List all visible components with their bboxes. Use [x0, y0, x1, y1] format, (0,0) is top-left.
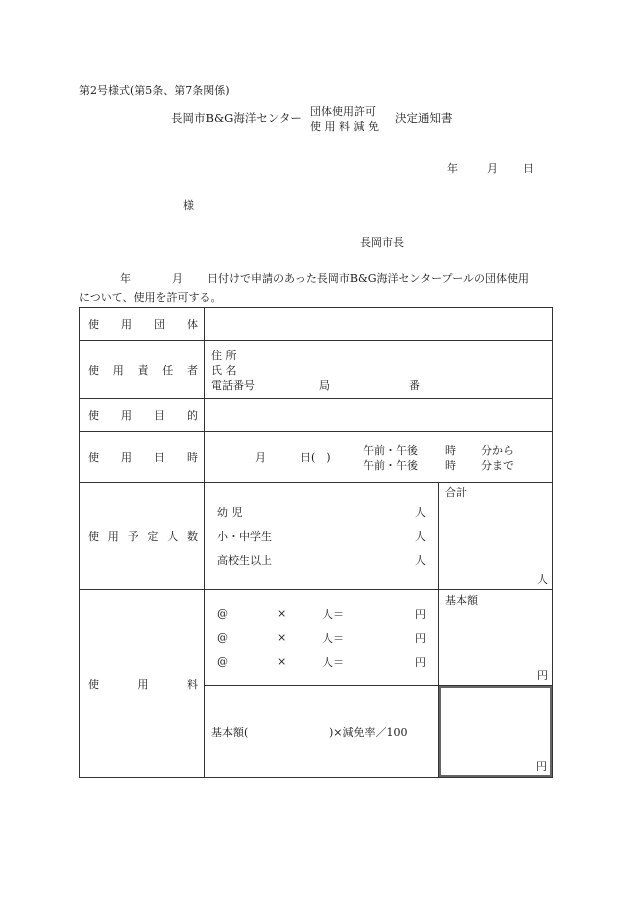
row-person [80, 341, 553, 399]
label-char: 用 [121, 409, 132, 422]
label-char: 使 [88, 530, 99, 543]
base-amount-cell[interactable] [439, 590, 553, 686]
label-char: 任 [162, 363, 174, 377]
row-datetime [80, 432, 553, 483]
datetime-field[interactable] [205, 432, 553, 483]
row-purpose [80, 399, 553, 432]
label-datetime [80, 449, 204, 465]
time-part [363, 442, 514, 472]
issue-date-year: 年 [447, 162, 458, 175]
issue-date-month: 月 [487, 162, 498, 175]
reduced-amount-box [439, 686, 552, 777]
row-people [80, 483, 553, 590]
infant-label: 幼 児 [217, 506, 243, 519]
label-char: 目 [154, 409, 165, 422]
label-fee [80, 676, 204, 692]
highschool-line [217, 548, 426, 572]
student-label: 小・中学生 [217, 530, 272, 543]
permit-table [79, 307, 553, 778]
label-char: 予 [127, 530, 139, 543]
phone-label: 電話番号 [211, 378, 255, 392]
infant-line [217, 500, 426, 524]
title-stack-top: 団体使用許可 [310, 105, 376, 118]
from-min: 分から [481, 443, 514, 457]
label-cell-fee [80, 590, 205, 778]
issuer-name: 長岡市長 [360, 236, 404, 249]
label-char: 使 [88, 677, 99, 691]
label-char: 用 [137, 677, 149, 691]
name-line [211, 362, 552, 377]
label-char: 使 [88, 409, 99, 422]
label-char: 日 [154, 451, 165, 464]
to-ampm: 午前・午後 [363, 458, 418, 472]
highschool-label: 高校生以上 [217, 554, 272, 567]
reduction-formula [205, 724, 438, 740]
label-cell-people [80, 483, 205, 590]
phone-number: 番 [409, 378, 420, 392]
title-stack-bottom: 使 用 料 減 免 [310, 120, 379, 133]
label-char: 使 [88, 451, 99, 464]
to-hour: 時 [445, 458, 456, 472]
reduced-amount-cell[interactable] [439, 686, 553, 778]
body-line-1 [120, 273, 529, 284]
time-to-line [363, 457, 514, 472]
to-min: 分まで [481, 458, 514, 472]
body-line-2: について、使用を許可する。 [79, 291, 222, 304]
label-char: 時 [187, 451, 198, 464]
base-amount-label: 基本額 [445, 594, 478, 607]
base-amount-unit: 円 [537, 669, 548, 682]
label-purpose [80, 407, 204, 423]
total-label: 合計 [445, 486, 467, 499]
label-char: 料 [187, 677, 198, 691]
label-cell-group [80, 308, 205, 341]
fee-yen: 円 [415, 655, 426, 669]
row-group [80, 308, 553, 341]
label-char: 責 [137, 363, 149, 377]
body-text-1: 日付けで申請のあった長岡市B&G海洋センタープールの団体使用 [207, 272, 530, 285]
title-notice: 決定通知書 [395, 111, 453, 125]
datetime-month: 月 [255, 451, 266, 464]
label-people [80, 528, 204, 544]
fee-at: @ [217, 655, 228, 668]
fee-times: × [277, 655, 287, 668]
phone-line [211, 377, 552, 392]
label-char: 用 [112, 363, 124, 377]
label-cell-datetime [80, 432, 205, 483]
label-char: 団 [154, 318, 165, 331]
fee-people: 人＝ [322, 607, 344, 621]
people-breakdown[interactable] [205, 483, 439, 590]
fee-at: @ [217, 607, 228, 620]
label-cell-person [80, 341, 205, 399]
student-unit: 人 [415, 530, 426, 543]
label-char: 者 [187, 363, 198, 377]
reduction-formula-right: )×減免率／100 [329, 725, 408, 739]
people-total-cell[interactable] [439, 483, 553, 590]
fee-breakdown[interactable] [205, 590, 439, 686]
total-unit: 人 [537, 573, 548, 586]
form-number: 第2号様式(第5条、第7条関係) [79, 84, 230, 97]
base-amount-box [439, 590, 552, 685]
address-line [211, 347, 552, 362]
infant-unit: 人 [415, 506, 426, 519]
time-from-line [363, 442, 514, 457]
row-fee-base [80, 590, 553, 686]
addressee-suffix: 様 [183, 199, 194, 212]
title-facility: 長岡市B&G海洋センター [171, 111, 302, 125]
reduction-formula-cell[interactable] [205, 686, 439, 778]
student-line [217, 524, 426, 548]
fee-times: × [277, 631, 287, 644]
label-char: 用 [107, 530, 119, 543]
highschool-unit: 人 [415, 554, 426, 567]
label-cell-purpose [80, 399, 205, 432]
fee-people: 人＝ [322, 631, 344, 645]
datetime-day: 日( ) [300, 451, 331, 464]
total-box [439, 483, 552, 589]
from-ampm: 午前・午後 [363, 443, 418, 457]
group-name-field[interactable] [205, 308, 553, 341]
fee-people: 人＝ [322, 655, 344, 669]
label-char: 的 [187, 409, 198, 422]
label-char: 使 [88, 318, 99, 331]
issue-date [447, 163, 534, 174]
label-char: 人 [167, 530, 179, 543]
fee-line-3 [217, 650, 426, 674]
fee-line-2 [217, 626, 426, 650]
label-char: 用 [121, 451, 132, 464]
issue-date-day: 日 [523, 162, 534, 175]
fee-yen: 円 [415, 607, 426, 621]
reduction-formula-left: 基本額( [211, 725, 249, 739]
fee-at: @ [217, 631, 228, 644]
fee-times: × [277, 607, 287, 620]
fee-line-1 [217, 602, 426, 626]
label-person [80, 362, 204, 378]
label-group [80, 316, 204, 332]
address-label: 住 所 [211, 348, 237, 362]
label-char: 数 [186, 530, 198, 543]
name-label: 氏 名 [211, 363, 237, 377]
label-char: 体 [187, 318, 198, 331]
phone-office: 局 [319, 378, 330, 392]
fee-yen: 円 [415, 631, 426, 645]
body-month: 月 [172, 272, 183, 285]
date-part [205, 449, 363, 465]
title-stack [310, 104, 379, 134]
body-year: 年 [120, 272, 131, 285]
purpose-field[interactable] [205, 399, 553, 432]
person-field[interactable] [205, 341, 553, 399]
label-char: 定 [147, 530, 159, 543]
label-char: 用 [121, 318, 132, 331]
from-hour: 時 [445, 443, 456, 457]
reduced-amount-unit: 円 [536, 760, 547, 773]
label-char: 使 [88, 363, 99, 377]
